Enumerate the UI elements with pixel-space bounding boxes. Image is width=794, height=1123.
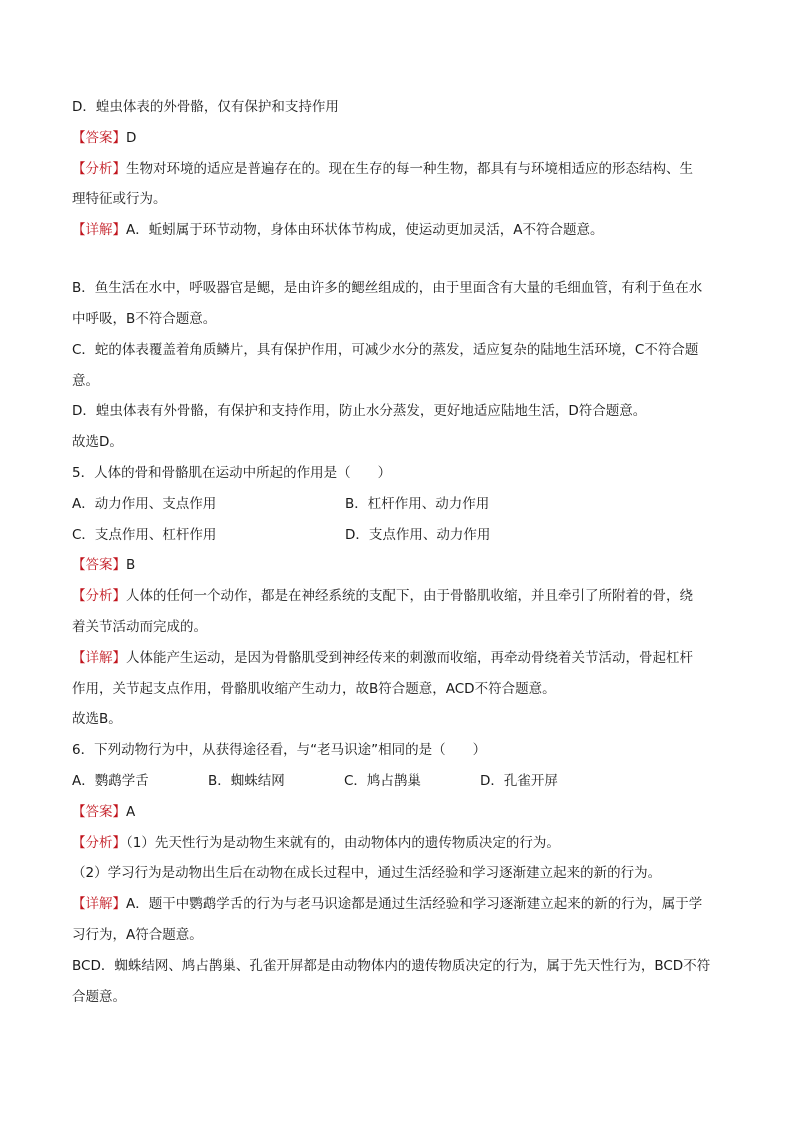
q6-detail-bcd-1: BCD．蜘蛛结网、鸠占鹊巢、孔雀开屏都是由动物体内的遗传物质决定的行为，属于先天性行为，BCD不符 bbox=[72, 957, 711, 974]
q5-analysis-cont: 着关节活动而完成的。 bbox=[72, 618, 207, 635]
q5-answer-value: B bbox=[126, 557, 136, 574]
q4-detail-a-text: A．蚯蚓属于环节动物，身体由环状体节构成，使运动更加灵活，A不符合题意。 bbox=[126, 222, 604, 239]
q4-analysis-cont: 理特征或行为。 bbox=[72, 191, 167, 208]
q4-analysis-text-1: 生物对环境的适应是普遍存在的。现在生存的每一种生物，都具有与环境相适应的形态结构、生 bbox=[126, 160, 693, 177]
q5-analysis-text-1: 人体的任何一个动作，都是在神经系统的支配下，由于骨骼肌收缩，并且牵引了所附着的骨，绕 bbox=[126, 588, 693, 605]
detail-label: 【详解】 bbox=[72, 649, 126, 666]
q5-options-row-2 bbox=[72, 524, 722, 546]
q5-stem: 5．人体的骨和骨骼肌在运动中所起的作用是（ ） bbox=[72, 464, 392, 481]
answer-label: 【答案】 bbox=[72, 803, 126, 820]
q4-answer bbox=[72, 127, 722, 149]
q5-option-a: A．动力作用、支点作用 bbox=[72, 495, 217, 512]
answer-label: 【答案】 bbox=[72, 129, 126, 146]
q6-option-a: A．鹦鹉学舌 bbox=[72, 772, 149, 789]
q5-choose: 故选B。 bbox=[72, 711, 122, 728]
q6-detail-a-cont: 习行为，A符合题意。 bbox=[72, 926, 203, 943]
q5-option-b: B．杠杆作用、动力作用 bbox=[345, 495, 490, 512]
q4-detail-c-1: C．蛇的体表覆盖着角质鳞片，具有保护作用，可减少水分的蒸发，适应复杂的陆地生活环境，C不符合题 bbox=[72, 341, 699, 358]
q5-option-c: C．支点作用、杠杆作用 bbox=[72, 526, 217, 543]
q4-analysis bbox=[72, 158, 722, 180]
document-page bbox=[72, 96, 722, 1008]
q6-option-d: D．孔雀开屏 bbox=[480, 772, 558, 789]
q5-options-row-1 bbox=[72, 493, 722, 515]
q4-choose: 故选D。 bbox=[72, 434, 123, 451]
q5-detail bbox=[72, 647, 722, 669]
q6-analysis-text-1: （1）先天性行为是动物生来就有的，由动物体内的遗传物质决定的行为。 bbox=[126, 834, 560, 851]
q6-option-c: C．鸠占鹊巢 bbox=[344, 772, 421, 789]
q6-detail-bcd-2: 合题意。 bbox=[72, 988, 126, 1005]
q6-answer bbox=[72, 801, 722, 823]
q6-option-b: B．蜘蛛结网 bbox=[208, 772, 285, 789]
q5-analysis bbox=[72, 585, 722, 607]
q4-detail-d: D．蝗虫体表有外骨骼，有保护和支持作用，防止水分蒸发，更好地适应陆地生活，D符合题意。 bbox=[72, 403, 647, 420]
q4-detail-a bbox=[72, 219, 722, 241]
q5-detail-text-1: 人体能产生运动，是因为骨骼肌受到神经传来的刺激而收缩，再牵动骨绕着关节活动，骨起杠杆 bbox=[126, 649, 693, 666]
analysis-label: 【分析】 bbox=[72, 160, 126, 177]
analysis-label: 【分析】 bbox=[72, 588, 126, 605]
q5-answer bbox=[72, 554, 722, 576]
q4-answer-value: D bbox=[126, 129, 137, 146]
q6-stem: 6．下列动物行为中，从获得途径看，与“老马识途”相同的是（ ） bbox=[72, 742, 487, 759]
q4-detail-b-1: B．鱼生活在水中，呼吸器官是鳃，是由许多的鳃丝组成的，由于里面含有大量的毛细血管，有利于鱼在水 bbox=[72, 280, 703, 297]
answer-label: 【答案】 bbox=[72, 557, 126, 574]
q6-analysis-2: （2）学习行为是动物出生后在动物在成长过程中，通过生活经验和学习逐渐建立起来的新的行为。 bbox=[72, 865, 662, 882]
q6-analysis bbox=[72, 832, 722, 854]
q4-option-d: D．蝗虫体表的外骨骼，仅有保护和支持作用 bbox=[72, 99, 339, 115]
q4-detail-b-2: 中呼吸，B不符合题意。 bbox=[72, 310, 217, 327]
analysis-label: 【分析】 bbox=[72, 834, 126, 851]
detail-label: 【详解】 bbox=[72, 896, 126, 913]
q5-option-d: D．支点作用、动力作用 bbox=[345, 526, 491, 543]
q5-detail-cont: 作用，关节起支点作用，骨骼肌收缩产生动力，故B符合题意，ACD不符合题意。 bbox=[72, 680, 556, 697]
q6-options-row bbox=[72, 770, 722, 792]
detail-label: 【详解】 bbox=[72, 222, 126, 239]
q6-answer-value: A bbox=[126, 803, 136, 820]
q6-detail-a-text-1: A．题干中鹦鹉学舌的行为与老马识途都是通过生活经验和学习逐渐建立起来的新的行为，属于学 bbox=[126, 896, 703, 913]
q6-detail bbox=[72, 893, 722, 915]
q4-detail-c-2: 意。 bbox=[72, 372, 99, 389]
